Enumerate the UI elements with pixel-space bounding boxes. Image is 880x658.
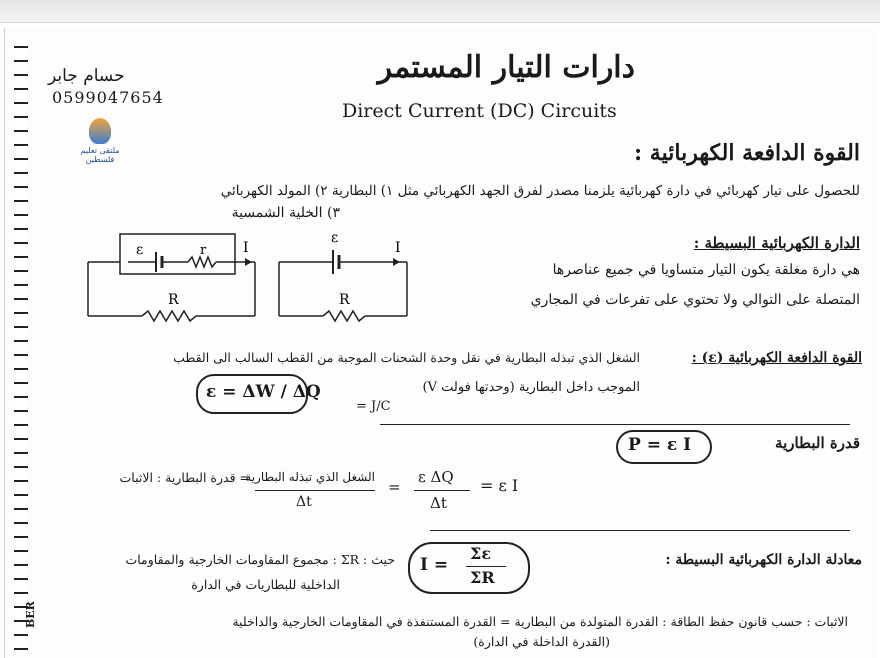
right-current-label: I [395,240,401,256]
left-current-label: I [243,240,249,256]
power-derivation-label: = قدرة البطارية : الاثبات [119,470,250,485]
emf-definition-text-line1: الشغل الذي تبذله البطارية في نقل وحدة الشحنات الموجبة من القطب السالب الى القطب [173,350,640,365]
emf-unit-equation: = J/C [356,399,391,414]
notebook-spiral [14,40,28,650]
divider-line-1 [380,424,850,425]
circuit-equation-label: معادلة الدارة الكهربائية البسيطة : [665,552,862,568]
circuit-formula-denominator: ΣR [470,568,495,587]
circuit-note-line2: الداخلية للبطاريات في الدارة [191,577,340,592]
browser-top-bar [0,0,880,23]
emf-formula: ε = ΔW / ΔQ [206,382,321,402]
circuit-formula-lhs: I = [420,555,449,575]
equals-sign-1: = [388,478,401,496]
circuit-formula-numerator: Σε [470,544,492,563]
power-mid-denominator: Δt [430,494,447,512]
emf-heading: القوة الدافعة الكهربائية : [634,140,860,166]
circuit-note-line1: حيث : ΣR : مجموع المقاومات الخارجية والمقاومات [125,552,395,567]
emf-definition-text-line2: الموجب داخل البطارية (وحدتها فولت V) [422,380,640,395]
emf-definition-label: القوة الدافعة الكهربائية (ε) : [691,350,862,366]
proof-line1: الاثبات : حسب قانون حفظ الطاقة : القدرة المتولدة من البطارية = القدرة المستنفذة في المقاومات الخارجية والداخلية [232,614,848,629]
circuit-formula-bar [466,566,506,567]
circuit-diagram-left [80,228,260,328]
power-mid-numerator: ε ΔQ [418,468,454,486]
author-name: حسام جابر [48,66,125,86]
logo-icon [89,118,111,144]
left-internal-resistance-label: r [200,243,207,258]
left-resistor-label: R [168,292,179,308]
power-derivation-denominator: Δt [296,494,312,510]
page-title-english: Direct Current (DC) Circuits [342,100,617,122]
page-title-arabic: دارات التيار المستمر [377,50,635,85]
simple-circuit-def-line2: المتصلة على التوالي ولا تحتوي على تفرعات في المجاري [530,292,860,308]
margin-text: BER [24,601,37,628]
power-formula: P = ε I [628,435,692,455]
emf-intro-line1: للحصول على تيار كهربائي في دارة كهربائية يلزمنا مصدر لفرق الجهد الكهربائي مثل ١) البطارية ٢) المولد الكهربائي [220,183,860,199]
power-derivation-result: = ε I [480,476,519,495]
battery-power-label: قدرة البطارية [775,434,860,452]
proof-line2: (القدرة الداخلة في الدارة) [473,634,610,649]
left-emf-label: ε [136,242,144,258]
author-phone: 0599047654 [52,88,164,107]
right-resistor-label: R [339,292,350,308]
power-derivation-numerator: الشغل الذي تبذله البطارية [245,470,375,484]
site-logo [70,118,130,166]
right-emf-label: ε [331,230,339,246]
simple-circuit-def-line1: هي دارة مغلقة يكون التيار متساويا في جميع عناصرها [552,262,860,278]
circuit-diagram-right [275,228,415,328]
divider-line-2 [430,530,850,531]
logo-text: ملتقى تعليم فلسطين [80,146,120,164]
simple-circuit-heading: الدارة الكهربائية البسيطة : [693,234,860,252]
emf-intro-line2: ٣) الخلية الشمسية [231,205,340,221]
power-fraction-bar-1 [255,490,375,491]
power-fraction-bar-2 [414,490,470,491]
